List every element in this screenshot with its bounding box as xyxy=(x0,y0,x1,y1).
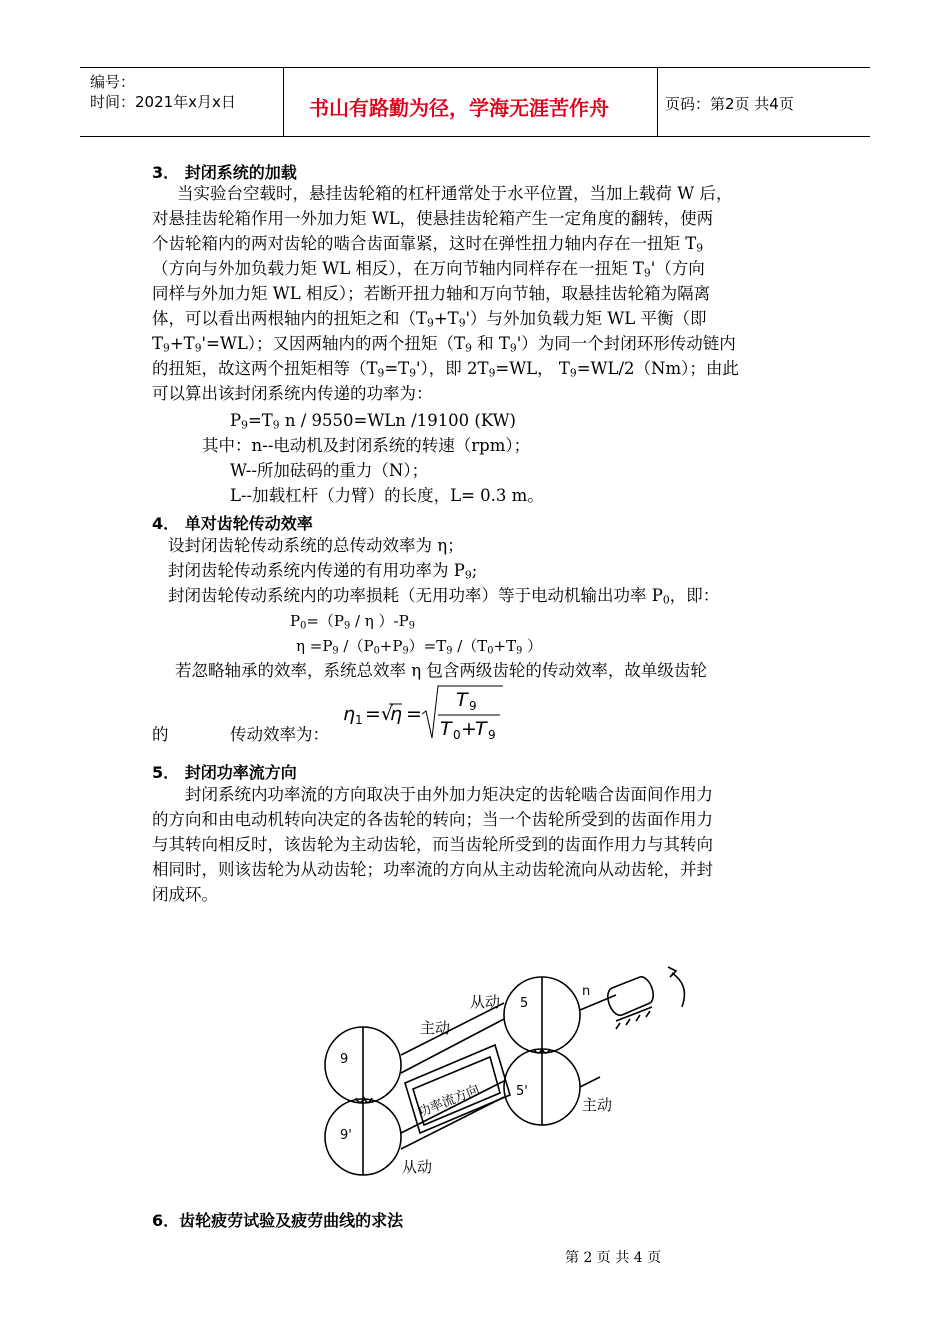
power-flow-diagram xyxy=(320,955,700,1195)
label-driven-bottom: 从动 xyxy=(402,1158,433,1176)
label-gear-5p: 5' xyxy=(516,1084,528,1099)
where-line-w: W--所加砝码的重力（N）； xyxy=(230,461,429,480)
svg-text:+: + xyxy=(461,718,477,740)
svg-text:9: 9 xyxy=(488,728,496,742)
section-3-body xyxy=(152,181,822,406)
svg-text:T: T xyxy=(456,689,468,711)
formula-p0: $P_0=(P_9 / \eta$ ）$-P_9$ xyxy=(290,612,415,632)
svg-text:η: η xyxy=(390,703,403,725)
paragraph-line: 相同时，则该齿轮为从动齿轮；功率流的方向从主动齿轮流向从动齿轮，并封 xyxy=(152,860,713,879)
label-gear-9: 9 xyxy=(340,1052,349,1067)
paragraph-line: 闭成环。 xyxy=(152,885,218,904)
svg-text:1: 1 xyxy=(355,713,363,727)
svg-text:=√: =√ xyxy=(365,703,394,725)
header-divider xyxy=(657,68,658,136)
svg-text:T: T xyxy=(440,718,452,740)
where-line-l: L--加载杠杆（力臂）的长度，L= 0.3 m。 xyxy=(230,486,544,505)
eff-prefix-a: 的 xyxy=(152,725,169,744)
svg-text:η: η xyxy=(343,703,356,725)
formula-eta: $\eta =P_9$ $/(P_0+P_9)=T_9$ $/(T_0+T_9$ ） xyxy=(296,637,543,657)
paragraph-line: 对悬挂齿轮箱作用一外加力矩 WL，使悬挂齿轮箱产生一定角度的翻转，使两 xyxy=(152,209,714,228)
loss-power-line: 封闭齿轮传动系统内的功率损耗（无用功率）等于电动机输出功率 $P_0$，即： xyxy=(168,586,720,607)
single-stage-efficiency-formula xyxy=(338,682,508,744)
motto: 书山有路勤为径，学海无涯苦作舟 xyxy=(309,96,609,120)
label-n: n xyxy=(582,984,591,999)
paragraph-line: 当实验台空载时，悬挂齿轮箱的杠杆通常处于水平位置，当加上载荷 W 后， xyxy=(177,184,733,203)
paragraph-line: 体，可以看出两根轴内的扭矩之和$(T_9+T_9')$与外加负载力矩 WL 平衡（即 xyxy=(152,309,707,330)
svg-text:=: = xyxy=(406,703,422,725)
section-5-title: 5． 封闭功率流方向 xyxy=(152,763,297,782)
paragraph-line: 同样与外加力矩 WL 相反）；若断开扭力轴和万向节轴，取悬挂齿轮箱为隔离 xyxy=(152,284,711,303)
eff-def-line: 设封闭齿轮传动系统的总传动效率为 η； xyxy=(168,536,464,555)
paragraph-line: 个齿轮箱内的两对齿轮的啮合齿面靠紧，这时在弹性扭力轴内存在一扭矩 $T_9$ xyxy=(152,234,704,255)
doc-number-label: 编号： xyxy=(90,73,136,91)
section-6-title: 6．齿轮疲劳试验及疲劳曲线的求法 xyxy=(152,1211,404,1230)
header-divider xyxy=(283,68,284,136)
paragraph-line: 封闭系统内功率流的方向取决于由外加力矩决定的齿轮啮合齿面间作用力 xyxy=(185,785,713,804)
paragraph-line: 可以算出该封闭系统内传递的功率为： xyxy=(152,384,433,403)
eff-prefix-b: 传动效率为： xyxy=(230,725,329,744)
page-footer: 第 2 页 共 4 页 xyxy=(565,1250,662,1266)
section-4-title: 4． 单对齿轮传动效率 xyxy=(152,514,313,533)
where-line-n: 其中：n--电动机及封闭系统的转速（rpm）； xyxy=(202,436,531,455)
paragraph-line: （方向与外加负载力矩 WL 相反），在万向节轴内同样存在一扭矩 $T_9'$（方向 xyxy=(152,259,705,280)
time-label: 时间：2021年x月x日 xyxy=(90,93,236,111)
svg-text:T: T xyxy=(475,718,487,740)
section-5-body xyxy=(152,782,822,907)
paragraph-line: 与其转向相反时，该齿轮为主动齿轮，而当齿轮所受到的齿面作用力与其转向 xyxy=(152,835,713,854)
single-stage-line: 若忽略轴承的效率，系统总效率 η 包含两级齿轮的传动效率，故单级齿轮 xyxy=(175,661,707,680)
label-driver-left: 主动 xyxy=(420,1019,451,1037)
paragraph-line: 的方向和由电动机转向决定的各齿轮的转向；当一个齿轮所受到的齿面作用力 xyxy=(152,810,713,829)
label-driver-right: 主动 xyxy=(582,1096,613,1114)
page-header xyxy=(80,67,870,137)
section-3-title: 3． 封闭系统的加载 xyxy=(152,163,297,182)
svg-text:0: 0 xyxy=(453,728,461,742)
svg-text:9: 9 xyxy=(469,699,477,713)
label-gear-9p: 9' xyxy=(340,1128,352,1143)
power-formula: $P_9=T_9$ n / 9550=WLn /19100 (KW) xyxy=(230,411,516,432)
label-driven-top: 从动 xyxy=(470,993,501,1011)
paragraph-line: $T_9+T_9'=WL$）；又因两轴内的两个扭矩（$T_9$ 和 $T_9'$）为同一个封闭环形传动链内 xyxy=(152,334,736,355)
label-gear-5: 5 xyxy=(520,996,529,1011)
paragraph-line: 的扭矩，故这两个扭矩相等$(T_9=T_9')$，即 $2T_9=WL$， $T_9=WL/2(Nm)$；由此 xyxy=(152,359,739,380)
page-label: 页码：第2页 共4页 xyxy=(665,95,794,113)
useful-power-line: 封闭齿轮传动系统内传递的有用功率为 $P_9$; xyxy=(168,561,478,582)
label-power-flow: 功率流方向 xyxy=(415,1082,482,1121)
